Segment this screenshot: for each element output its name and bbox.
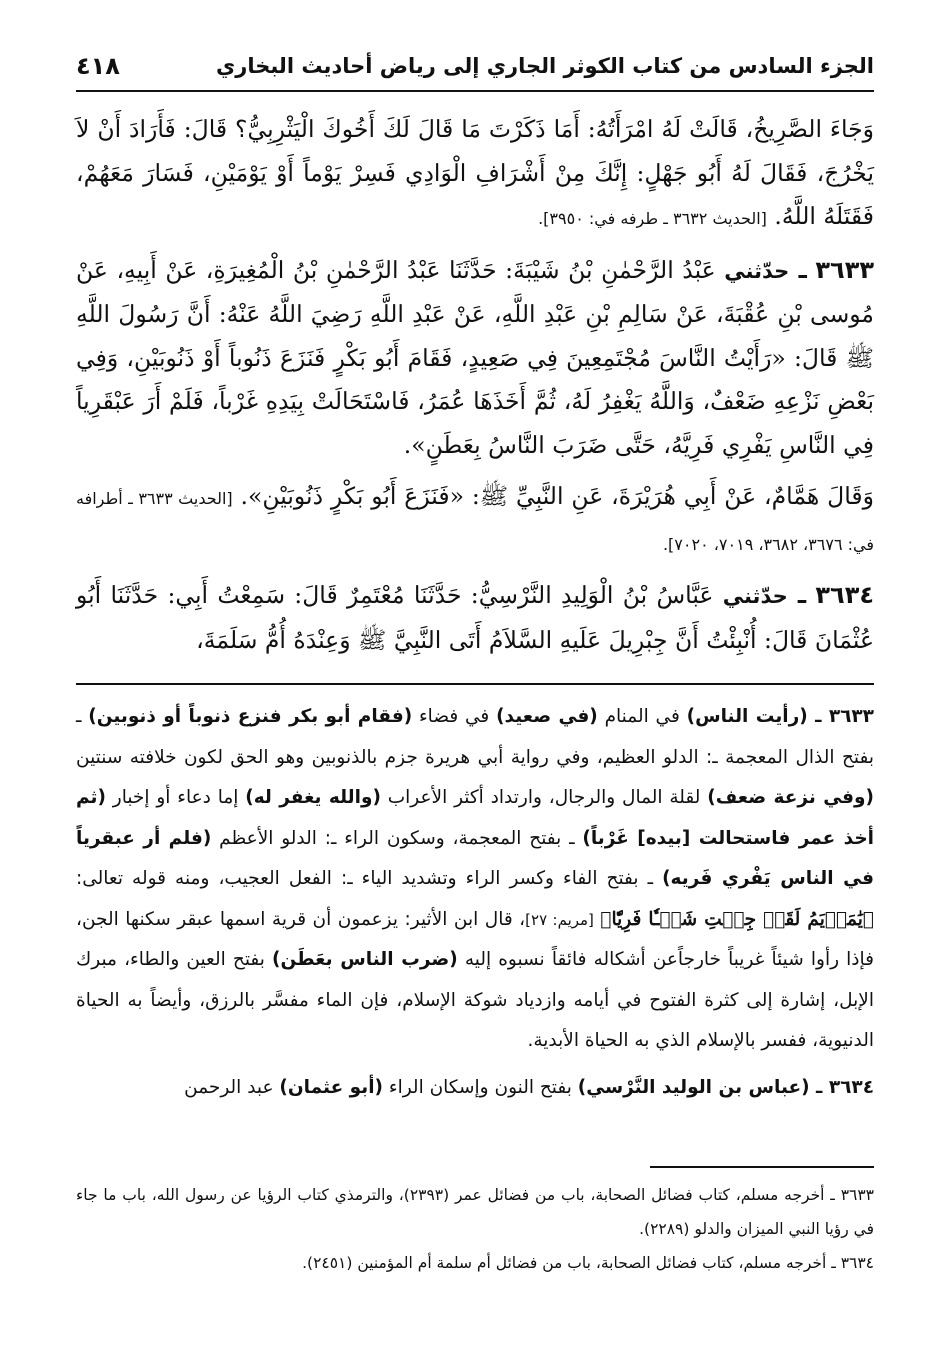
hadith-3634: ٣٦٣٤ ـ حدّثني عَبَّاسُ بْنُ الْوَلِيدِ النَّرْسِيُّ: حَدَّثَنَا مُعْتَمِرٌ قَالَ: سَمِعْتُ أَبِي: حَدَّثَنَا أَبُو عُثْمَانَ قَالَ: أُنْبِئْتُ أَنَّ جِبْرِيلَ عَلَيهِ السَّلاَمُ أَتَى النَّبِيَّ ﷺ وَعِنْدَهُ أُمُّ سَلَمَةَ، (76, 581, 874, 654)
commentary-3634: ٣٦٣٤ ـ (عباس بن الوليد النَّرْسي) بفتح النون وإسكان الراء (أبو عثمان) عبد الرحمن (184, 1076, 874, 1098)
footnote: ٣٦٣٣ ـ أخرجه مسلم، كتاب فضائل الصحابة، باب من فضائل عمر (٢٣٩٣)، والترمذي كتاب الرؤيا عن رسول الله، باب ما جاء في رؤيا النبي الميزان والدلو (٢٢٨٩). (76, 1186, 874, 1238)
hadith-text (76, 108, 874, 662)
commentary-number: ٣٦٣٤ (828, 1076, 874, 1098)
hadith-number: ٣٦٣٣ (815, 255, 874, 284)
hadith-body: عَبْدُ الرَّحْمٰنِ بْنُ شَيْبَةَ: حَدَّثَنَا عَبْدُ الرَّحْمٰنِ بْنُ الْمُغِيرَةِ، عَنْ أَبِيهِ، عَنْ مُوسى بْنِ عُقْبَةَ، عَنْ سَالِمِ بْنِ عَبْدِ اللَّهِ، عَنْ عَبْدِ اللَّهِ رَضِيَ اللَّهُ عَنْهُ: أَنَّ رَسُولَ اللَّهِ ﷺ قَالَ: «رَأَيْتُ النَّاسَ مُجْتَمِعِينَ فِي صَعِيدٍ، فَقَامَ أَبُو بَكْرٍ فَنَزَعَ ذَنُوباً أَوْ ذَنُوبَيْنِ، وَفِي بَعْضِ نَزْعِهِ ضَعْفٌ، وَاللَّهُ يَغْفِرُ لَهُ، ثُمَّ أَخَذَهَا عُمَرُ، فَاسْتَحَالَتْ بِيَدِهِ غَرْباً، فَلَمْ أَرَ عَبْقَرِياً فِي النَّاسِ يَفْرِي فَرِيَّهُ، حَتَّى ضَرَبَ النَّاسُ بِعَطَنٍ». (76, 255, 874, 459)
quran-reference: [مريم: ٢٧] (525, 910, 594, 929)
narration-keyword: حدّثني (722, 584, 788, 608)
paragraph-text: وَقَالَ هَمَّامٌ، عَنْ أَبِي هُرَيْرَةَ، عَنِ النَّبِيِّ ﷺ: «فَنَزَعَ أَبُو بَكْرٍ ذَنُوبَيْنِ». (240, 482, 874, 510)
footnote-rule (650, 1166, 874, 1168)
narration-keyword: حدّثني (724, 258, 790, 283)
commentary-number: ٣٦٣٣ (828, 706, 874, 727)
hadith-number: ٣٦٣٤ (815, 581, 874, 609)
paragraph-text: وَجَاءَ الصَّرِيخُ، قَالَتْ لَهُ امْرَأَتُهُ: أَمَا ذَكَرْتَ مَا قَالَ لَكَ أَخُوكَ الْيَثْرِبِيُّ؟ قَالَ: فَأَرَادَ أَنْ لاَ يَخْرُجَ، فَقَالَ لَهُ أَبُو جَهْلٍ: إِنَّكَ مِنْ أَشْرَافِ الْوَادِي فَسِرْ يَوْماً أَوْ يَوْمَيْنِ، فَسَارَ مَعَهُمْ، فَقَتَلَهُ اللَّهُ. (76, 115, 874, 230)
header-rule (76, 90, 874, 92)
hadith-reference: [الحديث ٣٦٣٣ ـ أطرافه في: ٣٦٧٦، ٣٦٨٢، ٧٠١٩، ٧٠٢٠]. (76, 489, 874, 554)
commentary-separator (76, 683, 874, 685)
hadith-reference: [الحديث ٣٦٣٢ ـ طرفه في: ٣٩٥٠]. (538, 209, 767, 228)
footnote: ٣٦٣٤ ـ أخرجه مسلم، كتاب فضائل الصحابة، باب من فضائل أم سلمة أم المؤمنين (٢٤٥١). (302, 1254, 874, 1272)
page-number: ٤١٨ (76, 52, 120, 80)
commentary (76, 697, 874, 1108)
hadith-body: عَبَّاسُ بْنُ الْوَلِيدِ النَّرْسِيُّ: حَدَّثَنَا مُعْتَمِرٌ قَالَ: سَمِعْتُ أَبِي: حَدَّثَنَا أَبُو عُثْمَانَ قَالَ: أُنْبِئْتُ أَنَّ جِبْرِيلَ عَلَيهِ السَّلاَمُ أَتَى النَّبِيَّ ﷺ وَعِنْدَهُ أُمُّ سَلَمَةَ، (76, 581, 874, 654)
commentary-3633: ٣٦٣٣ ـ (رأيت الناس) في المنام (في صعيد) في فضاء (فقام أبو بكر فنزع ذنوباً أو ذنوبين) ـ بفتح الذال المعجمة ـ: الدلو العظيم، وفي رواية أبي هريرة جزم بالذنوبين وهو الحق لكون خلافته سنتين (وفي نزعة ضعف) لقلة المال والرجال، وارتداد أكثر الأعراب (والله يغفر له) إما دعاء أو إخبار (ثم أخذ عمر فاستحالت [بيده] غَرْباً) ـ بفتح المعجمة، وسكون الراء ـ: الدلو الأعظم (فلم أر عبقرياً في الناس يَفْري فَريه) ـ بفتح الفاء وكسر الراء وتشديد الياء ـ: الفعل العجيب، ومنه قوله تعالى: ﴿يَٰمَرۡيَمُ لَقَدۡ جِئۡتِ شَيۡـٔٗا فَرِيّٗا﴾ [مريم: ٢٧]، قال ابن الأثير: يزعمون أن قرية اسمها عبقر سكنها الجن، فإذا رأوا شيئاً غريباً خارجاًعن أشكاله فائقاً نسبوه إليه (ضرب الناس بعَطَن) بفتح العين والطاء، مبرك الإبل، إشارة إلى كثرة الفتوح في أيامه وازدياد شوكة الإسلام، فإن الماء مفسَّر بالرزق، وأيضاً به الحياة الدنيوية، ففسر بالإسلام الذي به الحياة الأبدية. (76, 706, 875, 1051)
hadith-3633: ٣٦٣٣ ـ حدّثني عَبْدُ الرَّحْمٰنِ بْنُ شَيْبَةَ: حَدَّثَنَا عَبْدُ الرَّحْمٰنِ بْنُ الْمُغِيرَةِ، عَنْ أَبِيهِ، عَنْ مُوسى بْنِ عُقْبَةَ، عَنْ سَالِمِ بْنِ عَبْدِ اللَّهِ، عَنْ عَبْدِ اللَّهِ رَضِيَ اللَّهُ عَنْهُ: أَنَّ رَسُولَ اللَّهِ ﷺ قَالَ: «رَأَيْتُ النَّاسَ مُجْتَمِعِينَ فِي صَعِيدٍ، فَقَامَ أَبُو بَكْرٍ فَنَزَعَ ذَنُوباً أَوْ ذَنُوبَيْنِ، وَفِي بَعْضِ نَزْعِهِ ضَعْفٌ، وَاللَّهُ يَغْفِرُ لَهُ، ثُمَّ أَخَذَهَا عُمَرُ، فَاسْتَحَالَتْ بِيَدِهِ غَرْباً، فَلَمْ أَرَ عَبْقَرِياً فِي النَّاسِ يَفْرِي فَرِيَّهُ، حَتَّى ضَرَبَ النَّاسُ بِعَطَنٍ». (76, 255, 874, 459)
header-title: الجزء السادس من كتاب الكوثر الجاري إلى رياض أحاديث البخاري (216, 54, 874, 78)
footnotes (76, 1178, 874, 1280)
hadith-3632-ending (76, 108, 874, 241)
hammam-narration (76, 475, 874, 566)
quran-verse: ﴿يَٰمَرۡيَمُ لَقَدۡ جِئۡتِ شَيۡـٔٗا فَرِيّٗا﴾ (600, 908, 874, 930)
running-header (76, 52, 874, 92)
